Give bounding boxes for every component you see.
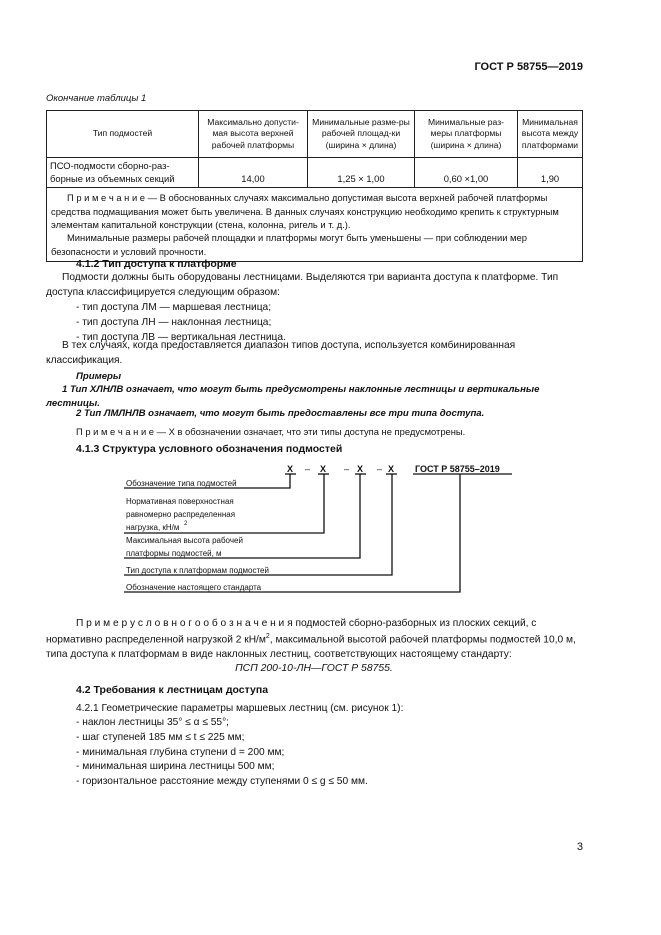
access-note: П р и м е ч а н и е — Х в обозначении означает, что эти типы доступа не предусмотрены. [76, 426, 466, 437]
diagram-label-height-2: платформы подмостей, м [126, 549, 222, 558]
list-item: - минимальная ширина лестницы 500 мм; [76, 761, 275, 773]
list-item: - горизонтальное расстояние между ступенями 0 ≤ g ≤ 50 мм. [76, 776, 368, 788]
list-item: - шаг ступеней 185 мм ≤ t ≤ 225 мм; [76, 731, 245, 743]
diagram-x-2: Х [320, 464, 327, 474]
list-item: - тип доступа ЛН — наклонная лестница; [76, 316, 272, 328]
diagram-x-3: Х [357, 464, 364, 474]
table-cell-type: ПСО-подмости сборно-раз- борные из объемных секций [47, 158, 199, 188]
diagram-gost: ГОСТ Р 58755–2019 [415, 464, 500, 474]
diagram-label-height-1: Максимальная высота рабочей [126, 536, 243, 545]
table-header-cell: Минимальные раз-меры платформы (ширина × длина) [415, 111, 518, 158]
diagram-label-load-1: Нормативная поверхностная [126, 497, 234, 506]
diagram-x-4: Х [388, 464, 395, 474]
example-2: 2 Тип ЛМЛНЛВ означает, что могут быть предоставлены все три типа доступа. [76, 408, 485, 419]
table-cell: 0,60 ×1,00 [415, 158, 518, 188]
table-header-cell: Тип подмостей [47, 111, 199, 158]
example-code: ПСП 200-10-ЛН—ГОСТ Р 58755. [235, 663, 393, 674]
list-item: - наклон лестницы 35° ≤ α ≤ 55°; [76, 717, 229, 728]
diagram-label-sup: 2 [184, 521, 188, 527]
parameters-table [46, 110, 583, 262]
diagram-label-standard: Обозначение настоящего стандарта [126, 583, 262, 592]
designation-diagram [120, 462, 520, 602]
page-number: 3 [576, 841, 583, 853]
section-title: 4.2 Требования к лестницам доступа [76, 684, 269, 696]
paragraph: В тех случаях, когда предоставляется диапазон типов доступа, используется комбинированная классификация. [46, 340, 516, 366]
diagram-label-load-3: нагрузка, кН/м [126, 523, 180, 532]
designation-example: П р и м е р у с л о в н о г о о б о з н а ч е н и я подмостей сборно-разборных из плоских секций, с нормативно распределенной нагрузкой 2 $кН/м^2$, максимальной высотой рабочей платформы подмостей 10,0 м, типа доступа к платформам в виде наклонных лестниц, соответствующих настоящему стандарту: [46, 618, 576, 660]
standard-header: ГОСТ Р 58755—2019 [474, 61, 583, 73]
stair-parameters-list [76, 716, 582, 790]
table-header-cell: Минимальная высота между платформами [518, 111, 583, 158]
examples-title: Примеры [76, 371, 122, 382]
table-cell: 1,25 × 1,00 [308, 158, 415, 188]
section-title: 4.1.3 Структура условного обозначения подмостей [76, 443, 343, 455]
list-item: - тип доступа ЛВ — вертикальная лестница. [76, 331, 286, 343]
paragraph: 4.2.1 Геометрические параметры маршевых лестниц (см. рисунок 1): [76, 703, 404, 714]
diagram-label-type: Обозначение типа подмостей [126, 479, 237, 488]
paragraph: Подмости должны быть оборудованы лестницами. Выделяются три варианта доступа к платформе. Тип доступа классифицируется следующим образом: [46, 272, 559, 298]
table-note: П р и м е ч а н и е — В обоснованных случаях максимально допустимая высота верхней рабочей платформы средства подмащивания может быть увеличена. В данных случаях конструкцию необходимо крепить к структурным элементам капитальной конструкции (стена, колонна, ригель и т. д.). Минимальные размеры рабочей площадки и платформы могут быть уменьшены — при соблюдении мер безопасности и условий прочности. [47, 188, 583, 262]
diagram-dash-2: – [344, 464, 350, 474]
table-header-cell: Максимально допусти-мая высота верхней рабочей платформы [199, 111, 308, 158]
table-cell: 14,00 [199, 158, 308, 188]
diagram-dash-3: – [377, 464, 383, 474]
table-row [47, 158, 583, 188]
section-title: 4.1.2 Тип доступа к платформе [76, 258, 237, 270]
diagram-label-load-2: равномерно распределенная [126, 510, 236, 519]
list-item: - минимальная глубина ступени d = 200 мм; [76, 746, 285, 758]
table-header-cell: Минимальные разме-ры рабочей площад-ки (ширина × длина) [308, 111, 415, 158]
diagram-dash-1: – [305, 464, 311, 474]
diagram-x-1: Х [287, 464, 294, 474]
table-caption: Окончание таблицы 1 [46, 93, 147, 104]
list-item: - тип доступа ЛМ — маршевая лестница; [76, 302, 272, 313]
example-1: 1 Тип ХЛНЛВ означает, что могут быть предусмотрены наклонные лестницы и вертикальные лестницы. [46, 384, 540, 409]
table-cell: 1,90 [518, 158, 583, 188]
diagram-label-access: Тип доступа к платформам подмостей [126, 566, 269, 575]
